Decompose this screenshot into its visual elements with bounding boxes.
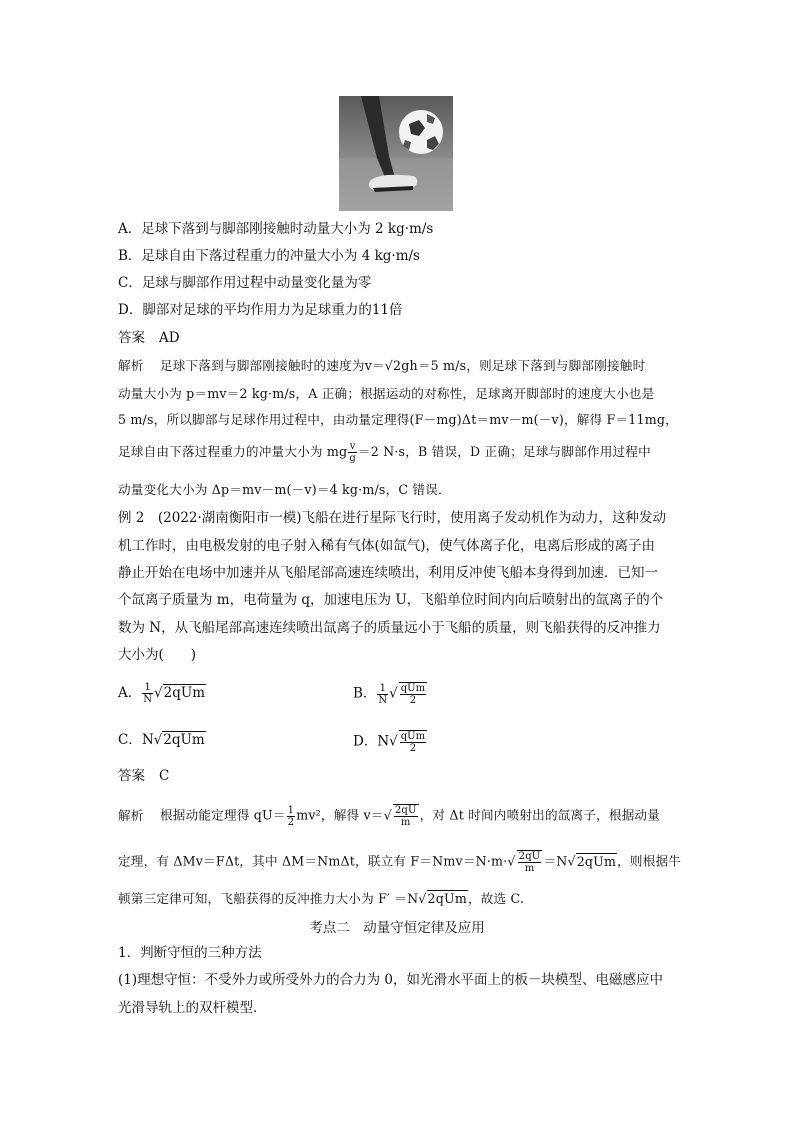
q1-answer [118,328,180,348]
q2-option-a: A． $\frac{1}{N}$ √2qUm [118,682,206,705]
q2-analysis-line-3: 顿第三定律可知，飞船获得的反冲推力大小为 F′ ＝N√2qUm，故选 C. [118,891,525,906]
section-heading: 考点二 动量守恒定律及应用 [309,920,485,936]
q2-option-b: B． $\frac{1}{N}$ √ $\frac{\text{qUm}}{2}$ [353,682,426,706]
q2-answer: 答案 C [118,768,170,784]
q1-option-b: B．足球自由下落过程重力的冲量大小为 4 kg·m/s [118,248,420,264]
q2-analysis-line-1: 解析 根据动能定理得 qU＝ $\frac{1}{2}$ mv²，解得 v＝√ $\frac{2qU}{m}$ ，对 Δt 时间内喷射出的氙离子，根据动量 [118,804,661,828]
q1-option-d: D．脚部对足球的平均作用力为足球重力的11倍 [118,302,403,318]
q1-option-c: C．足球与脚部作用过程中动量变化量为零 [118,275,372,291]
q2-option-c: C．N√2qUm [118,732,205,748]
section-item-1: 1．判断守恒的三种方法 [118,945,262,961]
fraction: $\frac{v}{g}$ [349,441,356,464]
q2-stem-line-4: 个氙离子质量为 m，电荷量为 q，加速电压为 U，飞船单位时间内向后喷射出的氙离子的个 [118,592,664,608]
q2-analysis-line-2: 定理，有 ΔMv＝FΔt，其中 ΔM＝NmΔt，联立有 F＝Nmv＝N·m·√ $\frac{2qU}{m}$ ＝N√2qUm，则根据牛 [118,851,682,874]
paragraph-line-2: 光滑导轨上的双杆模型． [118,1000,267,1016]
q2-option-d: D．N√ $\frac{\text{qUm}}{2}$ [353,731,426,754]
q2-stem-line-1: 例 2 (2022·湖南衡阳市一模)飞船在进行星际飞行时，使用离子发动机作为动力，这种发动 [118,510,667,526]
answer-value: AD [159,330,180,346]
q2-stem-line-5: 数为 N，从飞船尾部高速连续喷出氙离子的质量远小于飞船的质量，则飞船获得的反冲推力 [118,620,661,636]
q1-analysis-line-4: 足球自由下落过程重力的冲量大小为 mg $\frac{v}{g}$ ＝2 N·s，B 错误，D 正确；足球与脚部作用过程中 [118,441,651,464]
soccer-ball-kick-photo [339,96,453,211]
q2-stem-line-6: 大小为( ) [118,647,197,663]
q1-analysis-line-2: 动量大小为 p＝mv＝2 kg·m/s，A 正确；根据运动的对称性，足球离开脚部时的速度大小也是 [118,386,655,401]
q1-option-a: A．足球下落到与脚部刚接触时动量大小为 2 kg·m/s [118,221,434,237]
analysis-label: 解析 [118,358,144,373]
paragraph-line-1: (1)理想守恒：不受外力或所受外力的合力为 0，如光滑水平面上的板－块模型、电磁感应中 [118,972,664,988]
q1-analysis-line-3: 5 m/s，所以脚部与足球作用过程中，由动量定理得(F－mg)Δt＝mv－m(－v)，解得 F＝11mg， [118,412,678,427]
answer-label: 答案 [118,330,145,346]
q2-stem-line-2: 机工作时，由电极发射的电子射入稀有气体(如氙气)，使气体离子化，电离后形成的离子由 [118,538,656,554]
q1-analysis-line-5: 动量变化大小为 Δp＝mv－m(－v)＝4 kg·m/s，C 错误． [118,482,451,497]
q1-analysis-line-1: 解析 足球下落到与脚部刚接触时的速度为v＝√2gh＝5 m/s，则足球下落到与脚部刚接触时 [118,356,645,376]
q2-stem-line-3: 静止开始在电场中加速并从飞船尾部高速连续喷出，利用反冲使飞船本身得到加速．已知一 [118,565,658,581]
